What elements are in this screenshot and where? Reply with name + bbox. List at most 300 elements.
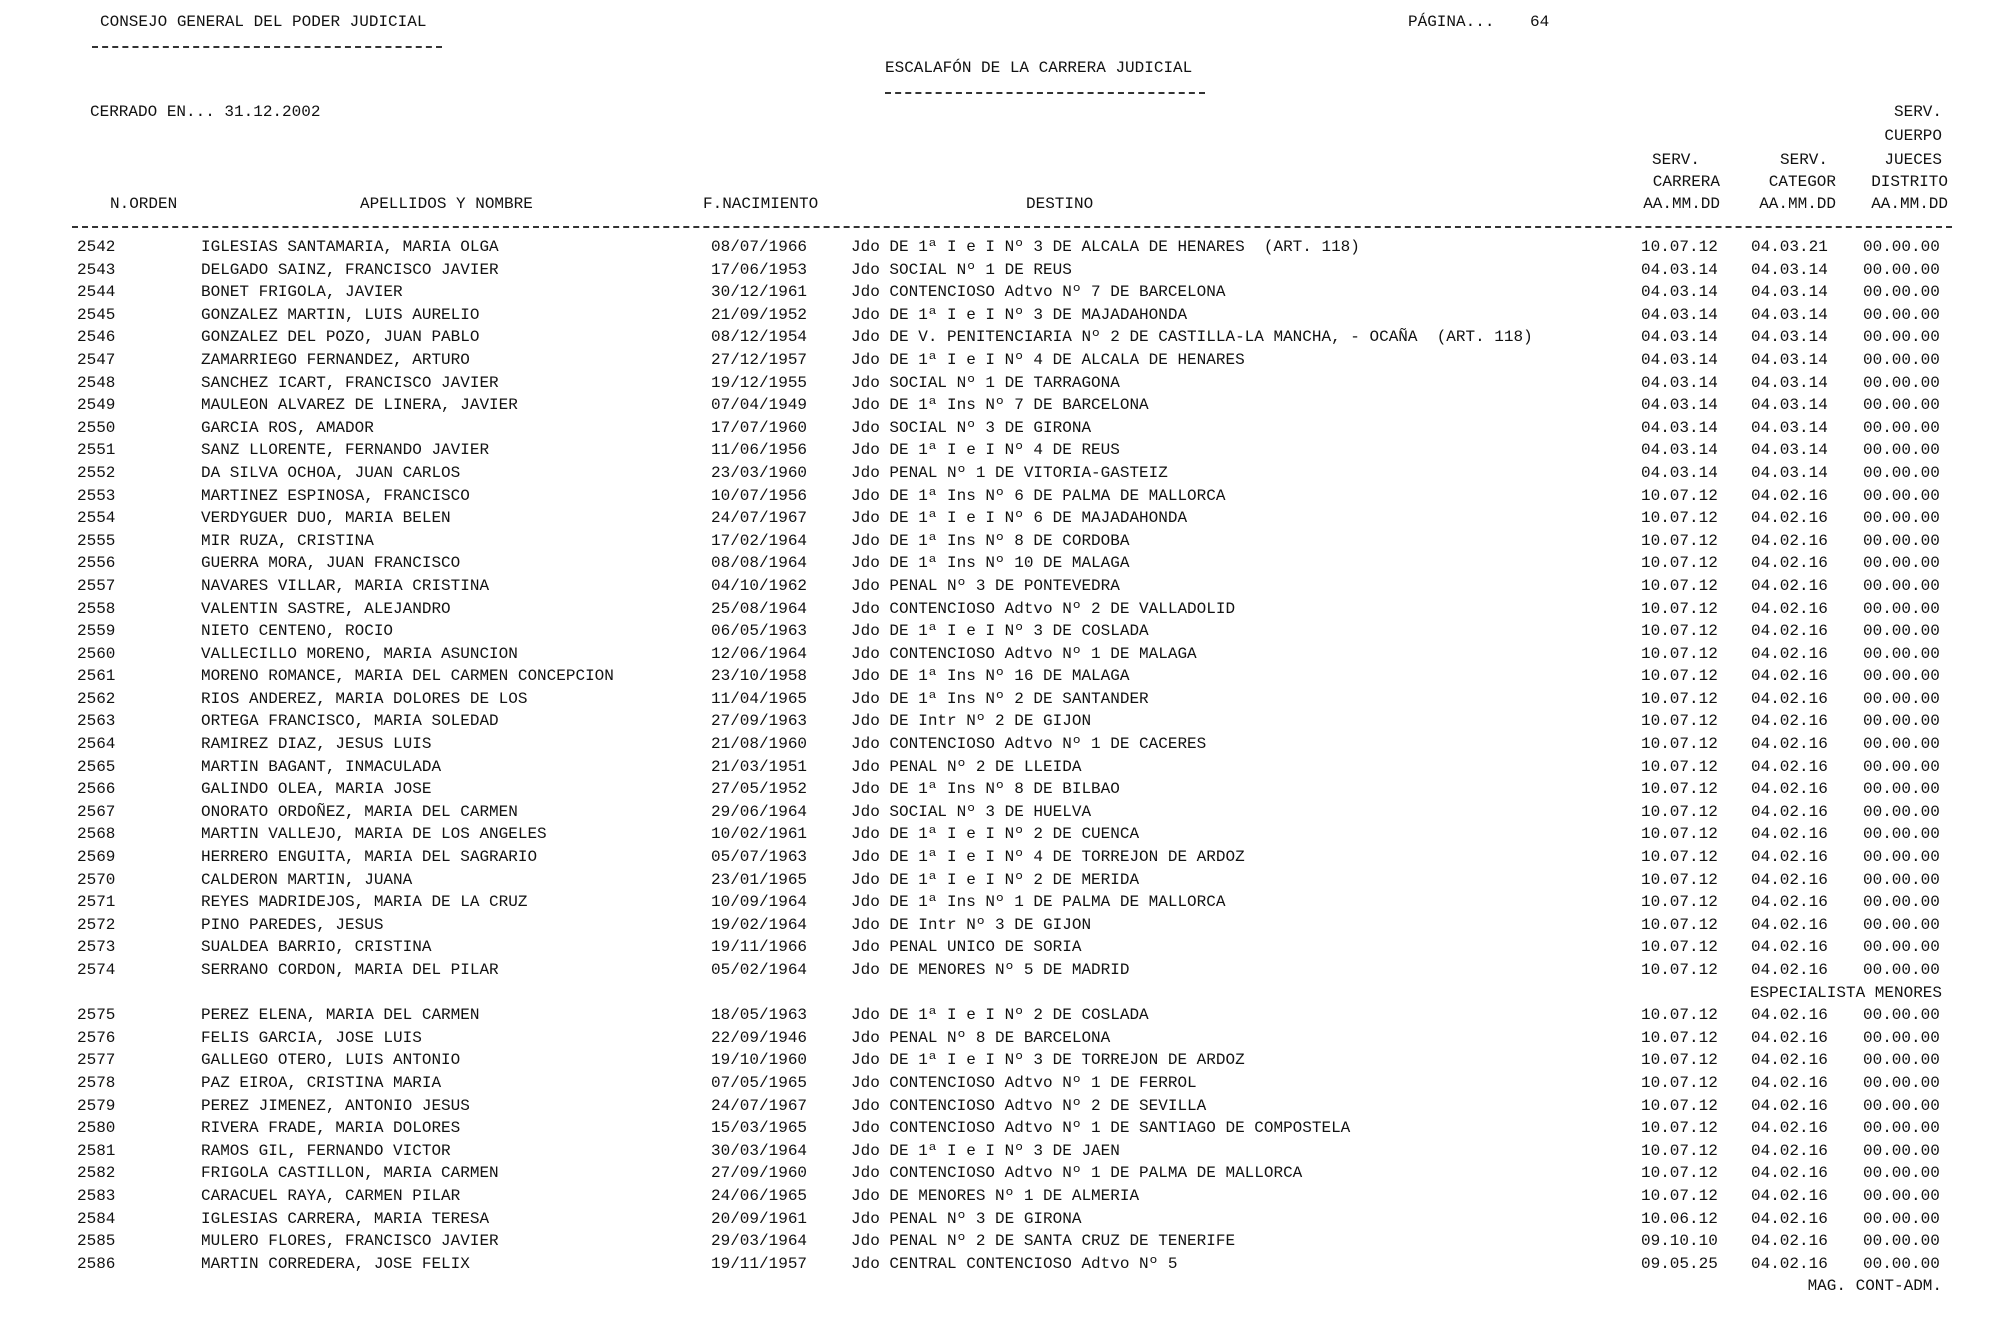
destination: Jdo PENAL Nº 3 DE PONTEVEDRA [851, 576, 1120, 595]
serv-carrera: 10.07.12 [1641, 554, 1718, 573]
header-jueces-5: AA.MM.DD [1871, 195, 1948, 213]
destination: Jdo PENAL Nº 3 DE GIRONA [851, 1209, 1082, 1228]
birth-date: 27/05/1952 [711, 780, 808, 799]
serv-jueces-distrito: 00.00.00 [1863, 1209, 1940, 1228]
destination: Jdo DE 1ª Ins Nº 2 DE SANTANDER [851, 689, 1149, 708]
destination: Jdo DE 1ª Ins Nº 6 DE PALMA DE MALLORCA [851, 486, 1226, 505]
destination: Jdo DE MENORES Nº 5 DE MADRID [851, 961, 1130, 979]
birth-date: 21/08/1960 [711, 735, 808, 754]
serv-jueces-distrito: 00.00.00 [1863, 1254, 1940, 1273]
table-row [0, 891, 2000, 914]
destination: Jdo PENAL UNICO DE SORIA [851, 938, 1082, 957]
birth-date: 08/12/1954 [711, 328, 808, 347]
serv-categor: 04.02.16 [1751, 1141, 1828, 1160]
birth-date: 19/12/1955 [711, 373, 808, 392]
full-name: RAMIREZ DIAZ, JESUS LUIS [201, 735, 432, 754]
destination: Jdo CONTENCIOSO Adtvo Nº 1 DE CACERES [851, 735, 1207, 754]
serv-jueces-distrito: 00.00.00 [1863, 283, 1940, 302]
birth-date: 24/07/1967 [711, 509, 808, 528]
serv-jueces-distrito: 00.00.00 [1863, 938, 1940, 957]
serv-jueces-distrito: 00.00.00 [1863, 757, 1940, 776]
birth-date: 08/08/1964 [711, 554, 808, 573]
full-name: NIETO CENTENO, ROCIO [201, 622, 394, 641]
serv-carrera: 10.07.12 [1641, 1186, 1718, 1205]
full-name: VERDYGUER DUO, MARIA BELEN [201, 509, 451, 528]
full-name: CALDERON MARTIN, JUANA [201, 870, 413, 889]
serv-jueces-distrito: 00.00.00 [1863, 802, 1940, 821]
table-row [0, 1027, 2000, 1050]
header-nacimiento: F.NACIMIENTO [703, 195, 819, 213]
table-row [0, 914, 2000, 937]
document-title: ESCALAFÓN DE LA CARRERA JUDICIAL [885, 59, 1193, 77]
serv-categor: 04.02.16 [1751, 915, 1828, 934]
serv-jueces-distrito: 00.00.00 [1863, 1141, 1940, 1160]
destination: Jdo CONTENCIOSO Adtvo Nº 2 DE VALLADOLID [851, 599, 1236, 618]
table-row [0, 1072, 2000, 1095]
serv-jueces-distrito: 00.00.00 [1863, 328, 1940, 347]
full-name: FELIS GARCIA, JOSE LUIS [201, 1028, 422, 1047]
serv-carrera: 10.07.12 [1641, 961, 1718, 979]
table-row [0, 281, 2000, 304]
birth-date: 04/10/1962 [711, 576, 808, 595]
serv-jueces-distrito: 00.00.00 [1863, 735, 1940, 754]
serv-categor: 04.02.16 [1751, 1164, 1828, 1183]
table-row [0, 530, 2000, 553]
serv-categor: 04.02.16 [1751, 757, 1828, 776]
serv-jueces-distrito: 00.00.00 [1863, 1232, 1940, 1251]
orden-number: 2569 [77, 848, 116, 867]
destination: Jdo DE V. PENITENCIARIA Nº 2 DE CASTILLA-LA MANCHA, - OCAÑA (ART. 118) [851, 328, 1533, 347]
orden-number: 2568 [77, 825, 116, 844]
orden-number: 2585 [77, 1232, 116, 1251]
full-name: PAZ EIROA, CRISTINA MARIA [201, 1073, 442, 1092]
full-name: SANZ LLORENTE, FERNANDO JAVIER [201, 441, 490, 460]
orden-number: 2573 [77, 938, 116, 957]
orden-number: 2559 [77, 622, 116, 641]
page-number: 64 [1530, 13, 1550, 31]
category-note: ESPECIALISTA MENORES [1749, 983, 1942, 1002]
serv-jueces-distrito: 00.00.00 [1863, 463, 1940, 482]
orden-number: 2563 [77, 712, 116, 731]
serv-jueces-distrito: 00.00.00 [1863, 712, 1940, 731]
orden-number: 2574 [77, 961, 116, 979]
birth-date: 21/09/1952 [711, 305, 808, 324]
full-name: GONZALEZ DEL POZO, JUAN PABLO [201, 328, 480, 347]
serv-carrera: 10.07.12 [1641, 622, 1718, 641]
full-name: BONET FRIGOLA, JAVIER [201, 283, 403, 302]
destination: Jdo SOCIAL Nº 3 DE HUELVA [851, 802, 1092, 821]
table-row [0, 462, 2000, 485]
full-name: DELGADO SAINZ, FRANCISCO JAVIER [201, 260, 499, 279]
serv-categor: 04.02.16 [1751, 486, 1828, 505]
orden-number: 2572 [77, 915, 116, 934]
serv-carrera: 09.10.10 [1641, 1232, 1718, 1251]
serv-categor: 04.02.16 [1751, 1073, 1828, 1092]
header-jueces-4: DISTRITO [1871, 173, 1948, 191]
table-row [0, 778, 2000, 801]
orden-number: 2552 [77, 463, 116, 482]
header-categor-3: AA.MM.DD [1759, 195, 1836, 213]
table-row [0, 575, 2000, 598]
table-row [0, 1140, 2000, 1163]
birth-date: 12/06/1964 [711, 644, 808, 663]
full-name: MULERO FLORES, FRANCISCO JAVIER [201, 1232, 499, 1251]
serv-carrera: 10.07.12 [1641, 531, 1718, 550]
orden-number: 2543 [77, 260, 116, 279]
serv-carrera: 10.07.12 [1641, 825, 1718, 844]
full-name: RIVERA FRADE, MARIA DOLORES [201, 1119, 461, 1138]
birth-date: 27/09/1960 [711, 1164, 808, 1183]
serv-jueces-distrito: 00.00.00 [1863, 238, 1940, 256]
serv-categor: 04.03.14 [1751, 350, 1828, 369]
orden-number: 2556 [77, 554, 116, 573]
full-name: SANCHEZ ICART, FRANCISCO JAVIER [201, 373, 499, 392]
birth-date: 06/05/1963 [711, 622, 808, 641]
orden-number: 2550 [77, 418, 116, 437]
serv-jueces-distrito: 00.00.00 [1863, 1028, 1940, 1047]
serv-categor: 04.03.14 [1751, 418, 1828, 437]
serv-carrera: 10.07.12 [1641, 938, 1718, 957]
header-categor-2: CATEGOR [1768, 173, 1836, 191]
page-label: PÁGINA... [1408, 13, 1495, 31]
serv-carrera: 10.07.12 [1641, 667, 1718, 686]
roster-table [0, 236, 2000, 1298]
birth-date: 22/09/1946 [711, 1028, 808, 1047]
divider [92, 46, 442, 48]
full-name: ORTEGA FRANCISCO, MARIA SOLEDAD [201, 712, 499, 731]
table-row [0, 372, 2000, 395]
serv-jueces-distrito: 00.00.00 [1863, 441, 1940, 460]
header-carrera-3: AA.MM.DD [1643, 195, 1720, 213]
destination: Jdo DE 1ª I e I Nº 2 DE MERIDA [851, 870, 1140, 889]
header-destino: DESTINO [1026, 195, 1094, 213]
serv-jueces-distrito: 00.00.00 [1863, 667, 1940, 686]
orden-number: 2561 [77, 667, 116, 686]
serv-carrera: 10.07.12 [1641, 780, 1718, 799]
serv-jueces-distrito: 00.00.00 [1863, 961, 1940, 979]
full-name: SUALDEA BARRIO, CRISTINA [201, 938, 432, 957]
full-name: DA SILVA OCHOA, JUAN CARLOS [201, 463, 461, 482]
table-row [0, 1004, 2000, 1027]
table-row [0, 665, 2000, 688]
serv-categor: 04.02.16 [1751, 1119, 1828, 1138]
full-name: MARTIN CORREDERA, JOSE FELIX [201, 1254, 470, 1273]
serv-carrera: 04.03.14 [1641, 283, 1718, 302]
serv-categor: 04.02.16 [1751, 848, 1828, 867]
table-row [0, 869, 2000, 892]
table-row [0, 801, 2000, 824]
destination: Jdo PENAL Nº 2 DE LLEIDA [851, 757, 1082, 776]
serv-jueces-distrito: 00.00.00 [1863, 396, 1940, 415]
serv-jueces-distrito: 00.00.00 [1863, 870, 1940, 889]
birth-date: 21/03/1951 [711, 757, 808, 776]
serv-jueces-distrito: 00.00.00 [1863, 689, 1940, 708]
serv-jueces-distrito: 00.00.00 [1863, 1164, 1940, 1183]
orden-number: 2567 [77, 802, 116, 821]
orden-number: 2553 [77, 486, 116, 505]
destination: Jdo SOCIAL Nº 3 DE GIRONA [851, 418, 1092, 437]
serv-carrera: 10.07.12 [1641, 509, 1718, 528]
orden-number: 2549 [77, 396, 116, 415]
serv-jueces-distrito: 00.00.00 [1863, 1186, 1940, 1205]
header-orden: N.ORDEN [110, 195, 178, 213]
serv-categor: 04.02.16 [1751, 1051, 1828, 1070]
table-row [0, 1230, 2000, 1253]
serv-carrera: 10.07.12 [1641, 712, 1718, 731]
serv-jueces-distrito: 00.00.00 [1863, 825, 1940, 844]
divider [885, 92, 1205, 94]
birth-date: 17/07/1960 [711, 418, 808, 437]
table-row [0, 959, 2000, 982]
destination: Jdo DE 1ª I e I Nº 3 DE MAJADAHONDA [851, 305, 1188, 324]
serv-carrera: 10.07.12 [1641, 757, 1718, 776]
serv-carrera: 10.07.12 [1641, 1073, 1718, 1092]
destination: Jdo PENAL Nº 1 DE VITORIA-GASTEIZ [851, 463, 1168, 482]
serv-carrera: 04.03.14 [1641, 260, 1718, 279]
birth-date: 29/06/1964 [711, 802, 808, 821]
serv-categor: 04.02.16 [1751, 735, 1828, 754]
destination: Jdo CONTENCIOSO Adtvo Nº 1 DE SANTIAGO DE COMPOSTELA [851, 1119, 1351, 1138]
serv-carrera: 10.07.12 [1641, 644, 1718, 663]
serv-jueces-distrito: 00.00.00 [1863, 1096, 1940, 1115]
full-name: NAVARES VILLAR, MARIA CRISTINA [201, 576, 490, 595]
full-name: PEREZ ELENA, MARIA DEL CARMEN [201, 1006, 480, 1025]
serv-carrera: 04.03.14 [1641, 441, 1718, 460]
table-row [0, 349, 2000, 372]
destination: Jdo DE 1ª I e I Nº 3 DE ALCALA DE HENARES (ART. 118) [851, 238, 1360, 256]
table-row [0, 552, 2000, 575]
orden-number: 2577 [77, 1051, 116, 1070]
serv-carrera: 10.07.12 [1641, 1096, 1718, 1115]
orden-number: 2564 [77, 735, 116, 754]
orden-number: 2548 [77, 373, 116, 392]
orden-number: 2582 [77, 1164, 116, 1183]
birth-date: 19/02/1964 [711, 915, 808, 934]
destination: Jdo CONTENCIOSO Adtvo Nº 7 DE BARCELONA [851, 283, 1226, 302]
serv-categor: 04.02.16 [1751, 509, 1828, 528]
serv-jueces-distrito: 00.00.00 [1863, 599, 1940, 618]
serv-jueces-distrito: 00.00.00 [1863, 1119, 1940, 1138]
orden-number: 2560 [77, 644, 116, 663]
full-name: MIR RUZA, CRISTINA [201, 531, 374, 550]
table-row [0, 1095, 2000, 1118]
full-name: REYES MADRIDEJOS, MARIA DE LA CRUZ [201, 893, 528, 912]
header-divider [72, 226, 1952, 228]
table-row [0, 1162, 2000, 1185]
destination: Jdo CONTENCIOSO Adtvo Nº 1 DE MALAGA [851, 644, 1197, 663]
orden-number: 2542 [77, 238, 116, 256]
orden-number: 2566 [77, 780, 116, 799]
serv-carrera: 10.07.12 [1641, 238, 1718, 256]
orden-number: 2565 [77, 757, 116, 776]
serv-carrera: 09.05.25 [1641, 1254, 1718, 1273]
serv-categor: 04.02.16 [1751, 1232, 1828, 1251]
destination: Jdo DE 1ª Ins Nº 8 DE CORDOBA [851, 531, 1130, 550]
birth-date: 23/03/1960 [711, 463, 808, 482]
closed-date: CERRADO EN... 31.12.2002 [90, 103, 321, 121]
row-note [0, 1275, 2000, 1298]
destination: Jdo CONTENCIOSO Adtvo Nº 1 DE PALMA DE MALLORCA [851, 1164, 1303, 1183]
serv-jueces-distrito: 00.00.00 [1863, 260, 1940, 279]
table-row [0, 1117, 2000, 1140]
serv-categor: 04.02.16 [1751, 622, 1828, 641]
orden-number: 2546 [77, 328, 116, 347]
serv-carrera: 10.07.12 [1641, 486, 1718, 505]
destination: Jdo CONTENCIOSO Adtvo Nº 1 DE FERROL [851, 1073, 1197, 1092]
serv-carrera: 10.07.12 [1641, 848, 1718, 867]
table-row [0, 846, 2000, 869]
header-jueces-1: SERV. [1893, 103, 1942, 121]
destination: Jdo CENTRAL CONTENCIOSO Adtvo Nº 5 [851, 1254, 1178, 1273]
serv-categor: 04.03.14 [1751, 441, 1828, 460]
serv-categor: 04.02.16 [1751, 780, 1828, 799]
orden-number: 2580 [77, 1119, 116, 1138]
serv-categor: 04.02.16 [1751, 1006, 1828, 1025]
destination: Jdo DE 1ª I e I Nº 3 DE COSLADA [851, 622, 1149, 641]
serv-jueces-distrito: 00.00.00 [1863, 915, 1940, 934]
orden-number: 2575 [77, 1006, 116, 1025]
table-row [0, 326, 2000, 349]
serv-carrera: 04.03.14 [1641, 328, 1718, 347]
table-row [0, 756, 2000, 779]
serv-jueces-distrito: 00.00.00 [1863, 893, 1940, 912]
serv-carrera: 10.07.12 [1641, 870, 1718, 889]
table-row [0, 417, 2000, 440]
table-row [0, 439, 2000, 462]
orden-number: 2562 [77, 689, 116, 708]
full-name: FRIGOLA CASTILLON, MARIA CARMEN [201, 1164, 499, 1183]
full-name: GALINDO OLEA, MARIA JOSE [201, 780, 432, 799]
serv-carrera: 10.07.12 [1641, 576, 1718, 595]
birth-date: 19/11/1957 [711, 1254, 808, 1273]
serv-jueces-distrito: 00.00.00 [1863, 305, 1940, 324]
birth-date: 17/06/1953 [711, 260, 808, 279]
table-row [0, 236, 2000, 259]
full-name: MAULEON ALVAREZ DE LINERA, JAVIER [201, 396, 518, 415]
table-row [0, 485, 2000, 508]
table-row [0, 1253, 2000, 1276]
serv-carrera: 10.07.12 [1641, 1051, 1718, 1070]
serv-categor: 04.02.16 [1751, 870, 1828, 889]
serv-jueces-distrito: 00.00.00 [1863, 780, 1940, 799]
birth-date: 23/10/1958 [711, 667, 808, 686]
serv-categor: 04.03.14 [1751, 328, 1828, 347]
header-jueces-2: CUERPO [1884, 127, 1942, 145]
full-name: MORENO ROMANCE, MARIA DEL CARMEN CONCEPCION [201, 667, 614, 686]
serv-categor: 04.03.14 [1751, 283, 1828, 302]
serv-categor: 04.02.16 [1751, 938, 1828, 957]
full-name: RAMOS GIL, FERNANDO VICTOR [201, 1141, 451, 1160]
destination: Jdo CONTENCIOSO Adtvo Nº 2 DE SEVILLA [851, 1096, 1207, 1115]
full-name: GUERRA MORA, JUAN FRANCISCO [201, 554, 461, 573]
full-name: VALENTIN SASTRE, ALEJANDRO [201, 599, 451, 618]
full-name: PEREZ JIMENEZ, ANTONIO JESUS [201, 1096, 470, 1115]
birth-date: 29/03/1964 [711, 1232, 808, 1251]
serv-categor: 04.02.16 [1751, 599, 1828, 618]
serv-carrera: 10.07.12 [1641, 1028, 1718, 1047]
orden-number: 2571 [77, 893, 116, 912]
destination: Jdo DE 1ª Ins Nº 10 DE MALAGA [851, 554, 1130, 573]
birth-date: 15/03/1965 [711, 1119, 808, 1138]
table-row [0, 1185, 2000, 1208]
serv-categor: 04.02.16 [1751, 554, 1828, 573]
table-row [0, 710, 2000, 733]
serv-jueces-distrito: 00.00.00 [1863, 622, 1940, 641]
birth-date: 30/03/1964 [711, 1141, 808, 1160]
full-name: VALLECILLO MORENO, MARIA ASUNCION [201, 644, 518, 663]
destination: Jdo DE 1ª Ins Nº 16 DE MALAGA [851, 667, 1130, 686]
serv-carrera: 10.07.12 [1641, 1164, 1718, 1183]
serv-carrera: 10.07.12 [1641, 1006, 1718, 1025]
table-row [0, 733, 2000, 756]
serv-carrera: 10.06.12 [1641, 1209, 1718, 1228]
serv-categor: 04.03.14 [1751, 305, 1828, 324]
birth-date: 10/02/1961 [711, 825, 808, 844]
serv-categor: 04.02.16 [1751, 667, 1828, 686]
serv-carrera: 04.03.14 [1641, 418, 1718, 437]
birth-date: 24/06/1965 [711, 1186, 808, 1205]
destination: Jdo DE 1ª I e I Nº 4 DE ALCALA DE HENARES [851, 350, 1245, 369]
serv-categor: 04.02.16 [1751, 1209, 1828, 1228]
destination: Jdo DE 1ª I e I Nº 3 DE JAEN [851, 1141, 1120, 1160]
serv-categor: 04.03.14 [1751, 260, 1828, 279]
serv-jueces-distrito: 00.00.00 [1863, 531, 1940, 550]
header-nombre: APELLIDOS Y NOMBRE [360, 195, 533, 213]
table-row [0, 1208, 2000, 1231]
orden-number: 2551 [77, 441, 116, 460]
serv-carrera: 04.03.14 [1641, 305, 1718, 324]
serv-jueces-distrito: 00.00.00 [1863, 554, 1940, 573]
birth-date: 08/07/1966 [711, 238, 808, 256]
birth-date: 05/07/1963 [711, 848, 808, 867]
full-name: GALLEGO OTERO, LUIS ANTONIO [201, 1051, 461, 1070]
birth-date: 20/09/1961 [711, 1209, 808, 1228]
serv-categor: 04.02.16 [1751, 1028, 1828, 1047]
full-name: CARACUEL RAYA, CARMEN PILAR [201, 1186, 461, 1205]
orden-number: 2554 [77, 509, 116, 528]
serv-carrera: 04.03.14 [1641, 350, 1718, 369]
serv-carrera: 10.07.12 [1641, 802, 1718, 821]
serv-categor: 04.02.16 [1751, 893, 1828, 912]
full-name: ONORATO ORDOÑEZ, MARIA DEL CARMEN [201, 802, 518, 821]
full-name: MARTINEZ ESPINOSA, FRANCISCO [201, 486, 470, 505]
serv-carrera: 10.07.12 [1641, 689, 1718, 708]
destination: Jdo DE 1ª I e I Nº 2 DE CUENCA [851, 825, 1140, 844]
orden-number: 2579 [77, 1096, 116, 1115]
table-row [0, 936, 2000, 959]
orden-number: 2545 [77, 305, 116, 324]
destination: Jdo DE Intr Nº 3 DE GIJON [851, 915, 1092, 934]
header-categor-1: SERV. [1779, 151, 1828, 169]
serv-carrera: 10.07.12 [1641, 893, 1718, 912]
serv-categor: 04.02.16 [1751, 644, 1828, 663]
table-row [0, 823, 2000, 846]
serv-categor: 04.02.16 [1751, 712, 1828, 731]
destination: Jdo PENAL Nº 2 DE SANTA CRUZ DE TENERIFE [851, 1232, 1236, 1251]
serv-jueces-distrito: 00.00.00 [1863, 1006, 1940, 1025]
serv-jueces-distrito: 00.00.00 [1863, 1051, 1940, 1070]
birth-date: 07/05/1965 [711, 1073, 808, 1092]
serv-carrera: 04.03.14 [1641, 373, 1718, 392]
serv-jueces-distrito: 00.00.00 [1863, 509, 1940, 528]
serv-carrera: 04.03.14 [1641, 396, 1718, 415]
serv-categor: 04.03.14 [1751, 463, 1828, 482]
birth-date: 05/02/1964 [711, 961, 808, 979]
destination: Jdo DE 1ª I e I Nº 6 DE MAJADAHONDA [851, 509, 1188, 528]
serv-jueces-distrito: 00.00.00 [1863, 373, 1940, 392]
full-name: GARCIA ROS, AMADOR [201, 418, 374, 437]
destination: Jdo DE 1ª I e I Nº 4 DE REUS [851, 441, 1120, 460]
